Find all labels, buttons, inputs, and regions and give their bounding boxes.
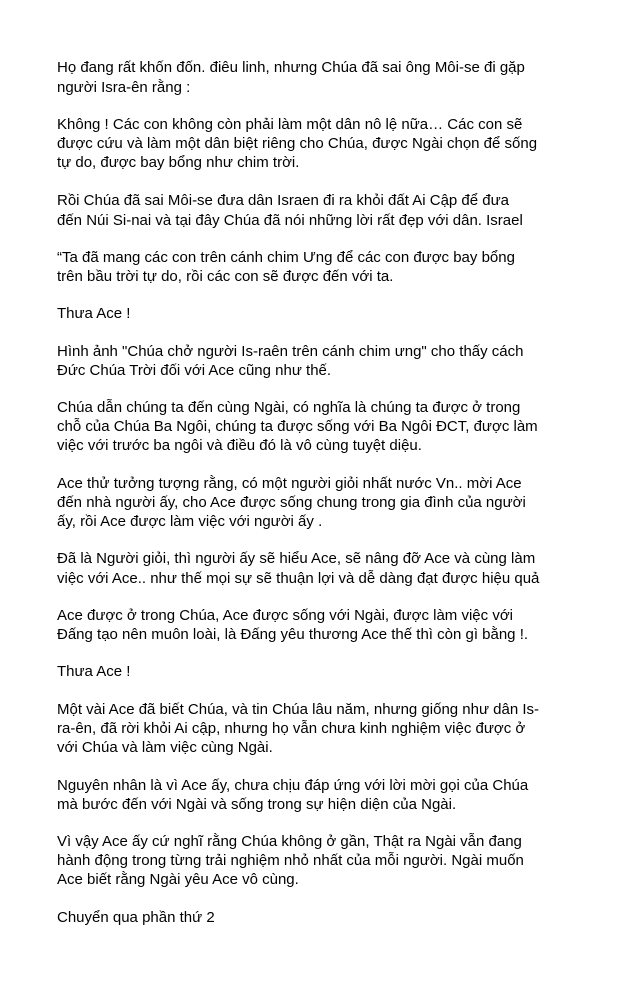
paragraph-6-line-1: Hình ảnh "Chúa chở người Is-raên trên cánh chim ưng" cho thấy cách bbox=[57, 343, 524, 360]
paragraph-8-line-3: ấy, rồi Ace được làm việc với người ấy . bbox=[57, 513, 323, 530]
paragraph-12-line-3: với Chúa và làm việc cùng Ngài. bbox=[57, 739, 273, 756]
paragraph-9-line-2: việc với Ace.. như thế mọi sự sẽ thuận lợi và dễ dàng đạt được hiệu quả bbox=[57, 570, 540, 587]
paragraph-1-line-2: người Isra-ên rằng : bbox=[57, 79, 191, 96]
paragraph-12-line-2: ra-ên, đã rời khỏi Ai cập, nhưng họ vẫn chưa kinh nghiệm việc được ở bbox=[57, 720, 526, 737]
paragraph-15-line-1: Chuyển qua phần thứ 2 bbox=[57, 909, 215, 926]
paragraph-5-line-1: Thưa Ace ! bbox=[57, 305, 131, 322]
paragraph-2-line-2: được cứu và làm một dân biệt riêng cho Chúa, được Ngài chọn để sống bbox=[57, 135, 538, 152]
paragraph-14-line-1: Vì vậy Ace ấy cứ nghĩ rằng Chúa không ở gần, Thật ra Ngài vẫn đang bbox=[57, 833, 522, 850]
paragraph-1-line-1: Họ đang rất khốn đốn. điêu linh, nhưng Chúa đã sai ông Môi-se đi gặp bbox=[57, 59, 525, 76]
paragraph-14-line-2: hành động trong từng trải nghiệm nhỏ nhất của mỗi người. Ngài muốn bbox=[57, 852, 524, 869]
paragraph-3-line-1: Rồi Chúa đã sai Môi-se đưa dân Israen đi ra khỏi đất Ai Cập để đưa bbox=[57, 192, 510, 209]
paragraph-7-line-3: việc với trước ba ngôi và điều đó là vô cùng tuyệt diệu. bbox=[57, 437, 422, 454]
paragraph-8-line-1: Ace thử tưởng tượng rằng, có một người giỏi nhất nước Vn.. mời Ace bbox=[57, 475, 522, 492]
paragraph-7-line-1: Chúa dẫn chúng ta đến cùng Ngài, có nghĩa là chúng ta được ở trong bbox=[57, 399, 521, 416]
paragraph-4-line-1: “Ta đã mang các con trên cánh chim Ưng để các con được bay bổng bbox=[57, 249, 515, 266]
paragraph-3-line-2: đến Núi Si-nai và tại đây Chúa đã nói những lời rất đẹp với dân. Israel bbox=[57, 212, 523, 229]
paragraph-2-line-3: tự do, được bay bổng như chim trời. bbox=[57, 154, 300, 171]
paragraph-13-line-1: Nguyên nhân là vì Ace ấy, chưa chịu đáp ứng với lời mời gọi của Chúa bbox=[57, 777, 529, 794]
paragraph-13-line-2: mà bước đến với Ngài và sống trong sự hiện diện của Ngài. bbox=[57, 796, 457, 813]
paragraph-4-line-2: trên bầu trời tự do, rồi các con sẽ được đến với ta. bbox=[57, 268, 394, 285]
paragraph-9-line-1: Đã là Người giỏi, thì người ấy sẽ hiểu Ace, sẽ nâng đỡ Ace và cùng làm bbox=[57, 550, 536, 567]
paragraph-7-line-2: chỗ của Chúa Ba Ngôi, chúng ta được sống với Ba Ngôi ĐCT, được làm bbox=[57, 418, 538, 435]
paragraph-10-line-2: Đấng tạo nên muôn loài, là Đấng yêu thương Ace thế thì còn gì bằng !. bbox=[57, 626, 529, 643]
paragraph-8-line-2: đến nhà người ấy, cho Ace được sống chung trong gia đình của người bbox=[57, 494, 526, 511]
paragraph-14-line-3: Ace biết rằng Ngài yêu Ace vô cùng. bbox=[57, 871, 299, 888]
paragraph-10-line-1: Ace được ở trong Chúa, Ace được sống với Ngài, được làm việc với bbox=[57, 607, 513, 624]
paragraph-12-line-1: Một vài Ace đã biết Chúa, và tin Chúa lâu năm, nhưng giống như dân Is- bbox=[57, 701, 540, 718]
paragraph-6-line-2: Đức Chúa Trời đối với Ace cũng như thế. bbox=[57, 362, 332, 379]
paragraph-2-line-1: Không ! Các con không còn phải làm một dân nô lệ nữa… Các con sẽ bbox=[57, 116, 523, 133]
paragraph-11-line-1: Thưa Ace ! bbox=[57, 663, 131, 680]
